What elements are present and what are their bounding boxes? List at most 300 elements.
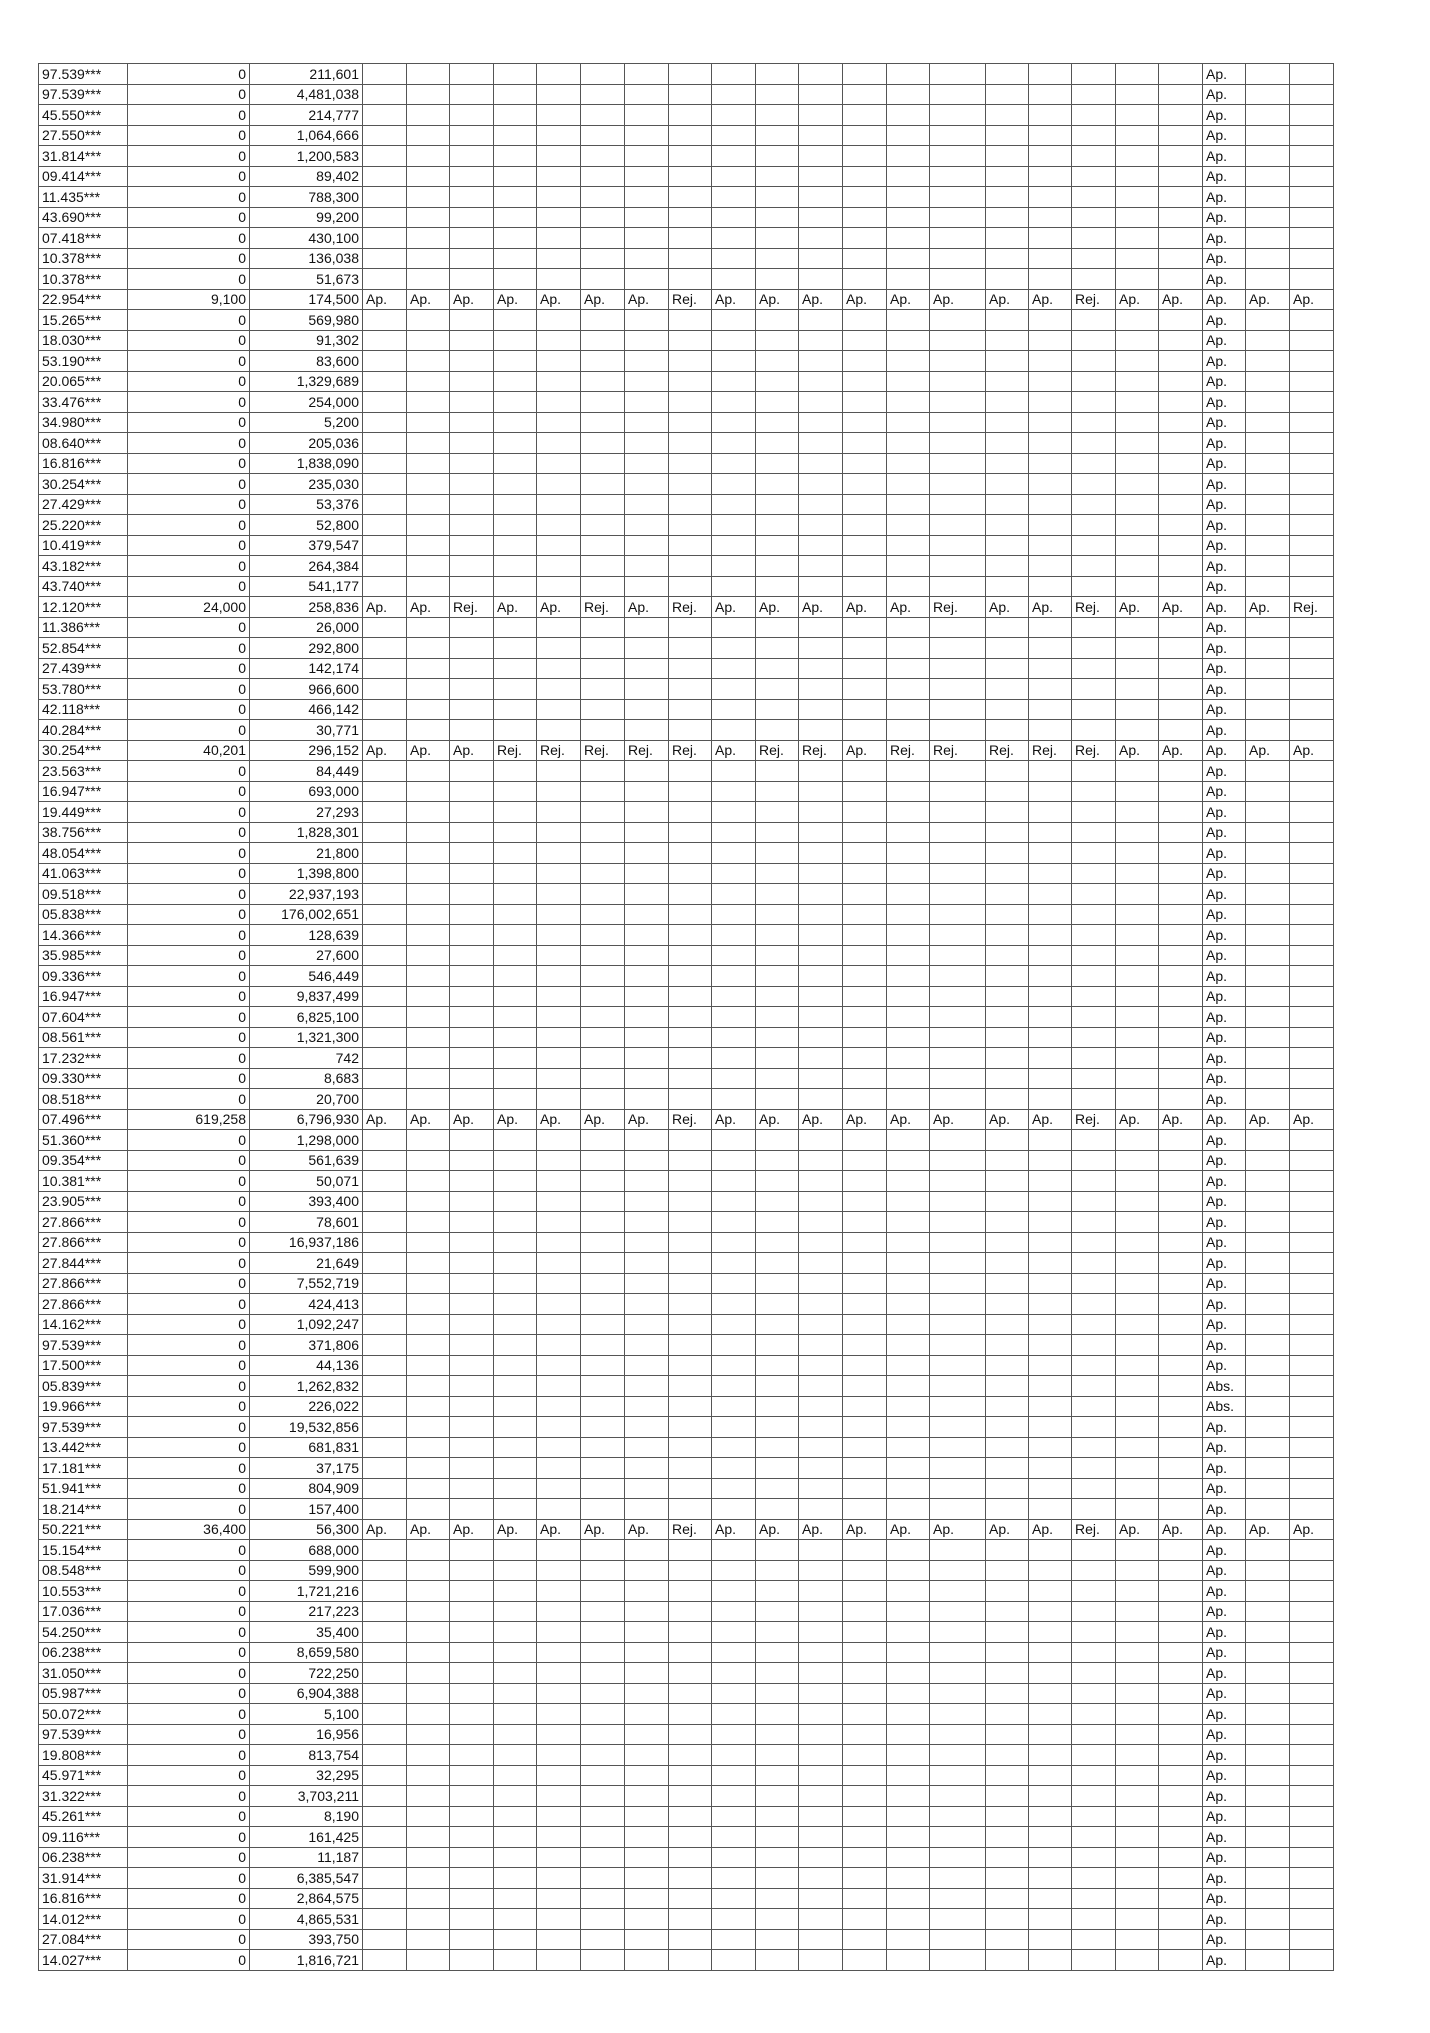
vote-cell <box>1029 494 1072 515</box>
vote-cell <box>843 1437 887 1458</box>
row-id: 14.366*** <box>39 925 128 946</box>
vote-cell <box>986 1171 1029 1192</box>
row-value-2: 53,376 <box>250 494 363 515</box>
row-value-2: 1,329,689 <box>250 371 363 392</box>
vote-cell <box>581 822 625 843</box>
vote-cell: Ap. <box>581 1109 625 1130</box>
vote-cell <box>494 412 537 433</box>
vote-cell <box>1072 269 1116 290</box>
main-vote-cell: Ap. <box>1203 515 1246 536</box>
vote-cell <box>537 1683 581 1704</box>
vote-cell <box>537 351 581 372</box>
vote-cell <box>1116 986 1159 1007</box>
vote-cell <box>669 392 712 413</box>
vote-cell <box>363 1191 407 1212</box>
main-vote-cell: Ap. <box>1203 166 1246 187</box>
tail-vote-cell <box>1246 802 1290 823</box>
table-row <box>39 904 1334 925</box>
row-value-1: 0 <box>128 84 250 105</box>
vote-cell <box>363 433 407 454</box>
vote-cell <box>494 453 537 474</box>
vote-cell <box>450 1396 494 1417</box>
vote-cell <box>1072 1253 1116 1274</box>
vote-cell <box>450 535 494 556</box>
tail-vote-cell <box>1290 1499 1334 1520</box>
vote-cell <box>450 1909 494 1930</box>
row-id: 43.690*** <box>39 207 128 228</box>
vote-cell <box>537 1335 581 1356</box>
vote-cell <box>756 781 799 802</box>
vote-cell <box>1029 248 1072 269</box>
tail-vote-cell <box>1290 1396 1334 1417</box>
vote-cell <box>756 228 799 249</box>
vote-cell <box>930 781 986 802</box>
vote-cell <box>986 433 1029 454</box>
vote-cell <box>799 986 843 1007</box>
vote-cell <box>930 351 986 372</box>
vote-cell <box>986 699 1029 720</box>
vote-cell <box>986 1847 1029 1868</box>
row-id: 15.154*** <box>39 1540 128 1561</box>
vote-cell <box>843 1745 887 1766</box>
vote-cell: Ap. <box>494 1109 537 1130</box>
vote-cell <box>799 1007 843 1028</box>
row-id: 23.905*** <box>39 1191 128 1212</box>
main-vote-cell: Ap. <box>1203 638 1246 659</box>
vote-cell <box>537 1478 581 1499</box>
vote-cell <box>756 146 799 167</box>
vote-cell <box>712 1253 756 1274</box>
vote-cell <box>450 1765 494 1786</box>
tail-vote-cell <box>1246 1827 1290 1848</box>
vote-cell <box>1029 433 1072 454</box>
tail-vote-cell <box>1290 248 1334 269</box>
vote-cell <box>756 1622 799 1643</box>
row-value-2: 211,601 <box>250 64 363 85</box>
vote-cell <box>581 863 625 884</box>
row-id: 30.254*** <box>39 474 128 495</box>
table-row <box>39 740 1334 761</box>
vote-cell <box>537 1622 581 1643</box>
vote-cell <box>799 1642 843 1663</box>
vote-cell <box>1159 1171 1203 1192</box>
main-vote-cell: Ap. <box>1203 1827 1246 1848</box>
vote-cell <box>1159 228 1203 249</box>
vote-cell <box>581 1540 625 1561</box>
vote-cell <box>712 1273 756 1294</box>
vote-cell <box>930 1663 986 1684</box>
vote-cell <box>1159 412 1203 433</box>
vote-cell <box>1029 802 1072 823</box>
tail-vote-cell <box>1290 1068 1334 1089</box>
vote-cell <box>669 679 712 700</box>
table-row <box>39 863 1334 884</box>
main-vote-cell: Ap. <box>1203 125 1246 146</box>
vote-cell <box>1159 187 1203 208</box>
vote-cell <box>1116 925 1159 946</box>
vote-cell <box>363 843 407 864</box>
vote-cell <box>1159 1888 1203 1909</box>
vote-cell <box>363 945 407 966</box>
vote-cell <box>799 1150 843 1171</box>
tail-vote-cell <box>1246 1765 1290 1786</box>
main-vote-cell: Ap. <box>1203 371 1246 392</box>
vote-cell <box>843 1499 887 1520</box>
vote-cell <box>1029 1663 1072 1684</box>
vote-cell <box>363 1212 407 1233</box>
vote-cell <box>625 1068 669 1089</box>
vote-cell <box>494 966 537 987</box>
row-id: 38.756*** <box>39 822 128 843</box>
tail-vote-cell <box>1246 658 1290 679</box>
vote-cell <box>494 1048 537 1069</box>
vote-cell <box>363 453 407 474</box>
vote-cell <box>537 1806 581 1827</box>
vote-cell <box>450 248 494 269</box>
row-value-2: 30,771 <box>250 720 363 741</box>
vote-cell <box>625 761 669 782</box>
tail-vote-cell <box>1290 802 1334 823</box>
vote-cell <box>363 228 407 249</box>
vote-cell <box>407 1683 450 1704</box>
vote-cell <box>756 84 799 105</box>
vote-cell <box>363 187 407 208</box>
vote-cell <box>669 1027 712 1048</box>
vote-cell <box>1029 1499 1072 1520</box>
vote-cell <box>756 433 799 454</box>
row-value-1: 0 <box>128 1478 250 1499</box>
vote-cell <box>843 884 887 905</box>
vote-cell <box>712 494 756 515</box>
tail-vote-cell <box>1290 433 1334 454</box>
vote-cell <box>450 1683 494 1704</box>
row-id: 43.182*** <box>39 556 128 577</box>
vote-cell <box>581 1314 625 1335</box>
vote-cell <box>537 330 581 351</box>
vote-cell <box>756 1642 799 1663</box>
vote-cell <box>986 802 1029 823</box>
row-id: 17.036*** <box>39 1601 128 1622</box>
vote-cell <box>756 556 799 577</box>
vote-cell <box>1029 843 1072 864</box>
vote-cell <box>494 1683 537 1704</box>
main-vote-cell: Ap. <box>1203 1888 1246 1909</box>
vote-cell <box>494 515 537 536</box>
vote-cell <box>712 822 756 843</box>
table-row <box>39 1868 1334 1889</box>
vote-cell <box>843 863 887 884</box>
row-value-1: 0 <box>128 904 250 925</box>
vote-cell: Ap. <box>1116 1519 1159 1540</box>
row-value-1: 0 <box>128 945 250 966</box>
vote-cell <box>1159 1704 1203 1725</box>
vote-cell <box>450 1499 494 1520</box>
vote-cell <box>1159 1417 1203 1438</box>
row-value-1: 0 <box>128 1909 250 1930</box>
vote-cell <box>669 1560 712 1581</box>
vote-cell <box>625 617 669 638</box>
tail-vote-cell <box>1246 310 1290 331</box>
vote-cell <box>450 1868 494 1889</box>
vote-cell <box>450 1314 494 1335</box>
vote-cell <box>1159 84 1203 105</box>
vote-cell <box>537 576 581 597</box>
vote-cell <box>756 1683 799 1704</box>
vote-cell: Ap. <box>407 1109 450 1130</box>
row-value-2: 4,481,038 <box>250 84 363 105</box>
vote-cell <box>712 207 756 228</box>
vote-cell <box>363 1868 407 1889</box>
table-row <box>39 1478 1334 1499</box>
vote-cell <box>625 125 669 146</box>
vote-cell <box>625 802 669 823</box>
row-id: 19.808*** <box>39 1745 128 1766</box>
vote-cell <box>407 64 450 85</box>
vote-cell <box>799 617 843 638</box>
vote-cell <box>1072 248 1116 269</box>
row-value-1: 0 <box>128 1868 250 1889</box>
vote-cell <box>712 187 756 208</box>
vote-cell <box>625 1376 669 1397</box>
vote-cell <box>1072 1437 1116 1458</box>
tail-vote-cell <box>1246 1622 1290 1643</box>
vote-cell <box>1159 248 1203 269</box>
vote-cell <box>494 1560 537 1581</box>
vote-cell <box>363 248 407 269</box>
vote-cell <box>930 679 986 700</box>
vote-cell <box>1116 1806 1159 1827</box>
table-row <box>39 761 1334 782</box>
vote-cell <box>887 330 930 351</box>
table-row <box>39 1663 1334 1684</box>
vote-cell <box>887 576 930 597</box>
vote-cell <box>363 535 407 556</box>
vote-cell <box>930 453 986 474</box>
vote-cell <box>581 1417 625 1438</box>
vote-cell <box>799 1171 843 1192</box>
vote-cell <box>363 515 407 536</box>
vote-cell <box>1029 1909 1072 1930</box>
tail-vote-cell <box>1290 843 1334 864</box>
vote-cell <box>625 269 669 290</box>
vote-cell <box>1159 1130 1203 1151</box>
vote-cell <box>1159 576 1203 597</box>
row-value-1: 0 <box>128 494 250 515</box>
vote-cell <box>712 1950 756 1971</box>
vote-cell <box>756 617 799 638</box>
vote-cell <box>450 1478 494 1499</box>
tail-vote-cell <box>1246 1314 1290 1335</box>
vote-cell <box>1072 1355 1116 1376</box>
vote-cell <box>843 330 887 351</box>
vote-cell <box>712 1007 756 1028</box>
vote-cell <box>986 1786 1029 1807</box>
row-value-1: 0 <box>128 556 250 577</box>
vote-cell <box>930 412 986 433</box>
row-value-1: 0 <box>128 248 250 269</box>
table-row <box>39 1089 1334 1110</box>
vote-cell <box>1116 863 1159 884</box>
vote-cell <box>494 310 537 331</box>
row-value-2: 217,223 <box>250 1601 363 1622</box>
vote-cell <box>887 1335 930 1356</box>
vote-cell <box>1029 1191 1072 1212</box>
vote-cell <box>1159 1601 1203 1622</box>
vote-cell <box>450 494 494 515</box>
vote-cell <box>581 904 625 925</box>
vote-cell <box>625 1048 669 1069</box>
vote-cell <box>1072 330 1116 351</box>
table-row <box>39 105 1334 126</box>
vote-cell <box>986 1335 1029 1356</box>
vote-cell <box>712 248 756 269</box>
row-value-2: 4,865,531 <box>250 1909 363 1930</box>
table-row <box>39 945 1334 966</box>
vote-cell <box>712 1232 756 1253</box>
vote-cell <box>756 1314 799 1335</box>
vote-cell <box>756 658 799 679</box>
table-row <box>39 187 1334 208</box>
vote-cell <box>625 1171 669 1192</box>
vote-cell <box>930 1396 986 1417</box>
vote-cell <box>494 1437 537 1458</box>
vote-cell <box>930 945 986 966</box>
tail-vote-cell <box>1246 228 1290 249</box>
vote-cell <box>537 1007 581 1028</box>
vote-cell <box>1159 699 1203 720</box>
vote-cell <box>537 1027 581 1048</box>
vote-cell <box>407 761 450 782</box>
vote-cell <box>625 945 669 966</box>
main-vote-cell: Ap. <box>1203 433 1246 454</box>
tail-vote-cell <box>1246 1478 1290 1499</box>
row-id: 09.336*** <box>39 966 128 987</box>
vote-cell <box>930 1355 986 1376</box>
vote-cell <box>363 330 407 351</box>
vote-cell <box>1029 945 1072 966</box>
vote-cell <box>537 556 581 577</box>
vote-cell <box>669 1437 712 1458</box>
table-row <box>39 802 1334 823</box>
table-row <box>39 1888 1334 1909</box>
row-id: 53.780*** <box>39 679 128 700</box>
row-id: 07.496*** <box>39 1109 128 1130</box>
vote-cell <box>843 1827 887 1848</box>
vote-cell <box>799 84 843 105</box>
vote-cell <box>930 1950 986 1971</box>
row-value-1: 0 <box>128 146 250 167</box>
tail-vote-cell <box>1246 1704 1290 1725</box>
vote-cell <box>669 1376 712 1397</box>
vote-cell: Ap. <box>843 597 887 618</box>
vote-cell <box>669 412 712 433</box>
vote-cell <box>581 105 625 126</box>
vote-cell <box>1072 1396 1116 1417</box>
vote-cell <box>363 679 407 700</box>
vote-cell <box>930 1089 986 1110</box>
vote-cell <box>799 1396 843 1417</box>
vote-cell <box>669 187 712 208</box>
vote-cell <box>1072 1827 1116 1848</box>
main-vote-cell: Ap. <box>1203 556 1246 577</box>
vote-cell: Ap. <box>799 597 843 618</box>
vote-cell <box>1116 843 1159 864</box>
tail-vote-cell <box>1246 679 1290 700</box>
vote-cell <box>494 207 537 228</box>
vote-cell <box>407 1417 450 1438</box>
vote-cell <box>1159 371 1203 392</box>
vote-cell <box>363 781 407 802</box>
vote-cell <box>407 1745 450 1766</box>
vote-cell <box>1072 1745 1116 1766</box>
vote-cell: Ap. <box>712 289 756 310</box>
vote-cell <box>887 1806 930 1827</box>
vote-cell <box>799 1068 843 1089</box>
vote-cell <box>1159 1683 1203 1704</box>
vote-cell <box>712 1663 756 1684</box>
vote-cell <box>799 925 843 946</box>
vote-cell <box>581 474 625 495</box>
vote-cell <box>887 966 930 987</box>
vote-cell <box>986 1724 1029 1745</box>
vote-cell <box>1159 863 1203 884</box>
vote-cell <box>799 1273 843 1294</box>
tail-vote-cell <box>1246 1191 1290 1212</box>
vote-cell <box>887 1499 930 1520</box>
vote-cell <box>1029 617 1072 638</box>
vote-cell <box>712 535 756 556</box>
vote-cell <box>1029 1950 1072 1971</box>
vote-cell <box>450 105 494 126</box>
tail-vote-cell <box>1246 1068 1290 1089</box>
vote-cell <box>1072 1950 1116 1971</box>
vote-cell <box>581 433 625 454</box>
row-value-1: 0 <box>128 863 250 884</box>
table-row <box>39 679 1334 700</box>
vote-cell <box>363 474 407 495</box>
vote-cell <box>494 1007 537 1028</box>
vote-cell <box>1072 494 1116 515</box>
vote-cell <box>1116 1683 1159 1704</box>
vote-cell <box>712 556 756 577</box>
vote-cell <box>930 494 986 515</box>
tail-vote-cell <box>1246 453 1290 474</box>
row-value-2: 1,721,216 <box>250 1581 363 1602</box>
vote-cell <box>1116 617 1159 638</box>
vote-cell <box>625 1704 669 1725</box>
vote-cell <box>1029 351 1072 372</box>
vote-cell <box>1029 986 1072 1007</box>
row-id: 97.539*** <box>39 84 128 105</box>
vote-cell <box>581 1601 625 1622</box>
tail-vote-cell: Ap. <box>1246 597 1290 618</box>
vote-cell <box>986 1027 1029 1048</box>
vote-cell <box>712 1068 756 1089</box>
vote-cell <box>712 1560 756 1581</box>
vote-cell <box>1116 1150 1159 1171</box>
row-value-2: 1,838,090 <box>250 453 363 474</box>
vote-cell <box>887 1888 930 1909</box>
row-id: 10.381*** <box>39 1171 128 1192</box>
vote-cell <box>712 1294 756 1315</box>
vote-cell <box>930 802 986 823</box>
table-row <box>39 1724 1334 1745</box>
vote-cell <box>581 1089 625 1110</box>
vote-cell <box>537 638 581 659</box>
vote-cell <box>625 1724 669 1745</box>
vote-cell <box>407 207 450 228</box>
vote-cell <box>581 802 625 823</box>
